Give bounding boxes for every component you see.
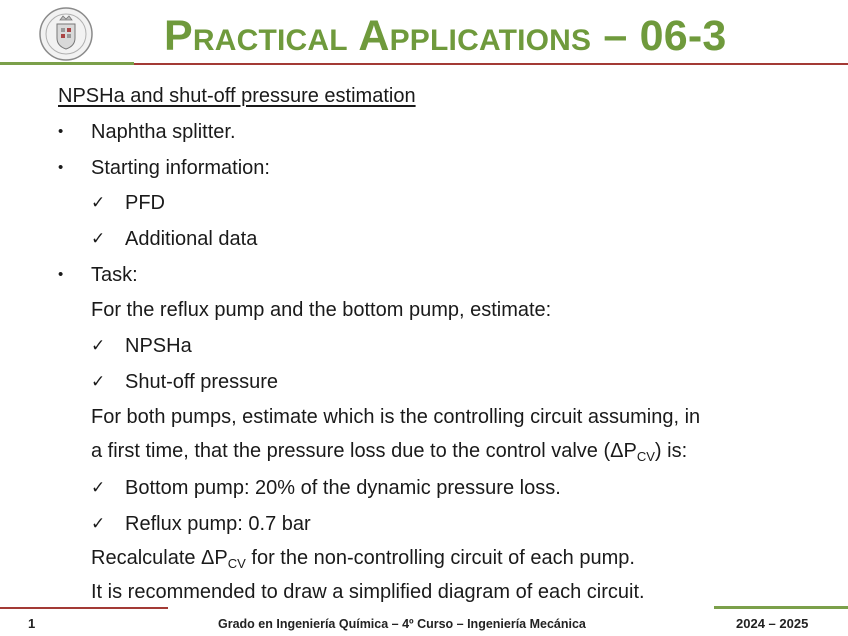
bullet-icon: •	[58, 266, 64, 283]
list-item: ✓ Reflux pump: 0.7 bar	[91, 513, 311, 535]
slide-title-suffix: – 06-3	[603, 12, 727, 60]
list-item: ✓ NPSHa	[91, 335, 192, 357]
paragraph: It is recommended to draw a simplified diagram of each circuit.	[91, 581, 645, 603]
checkmark-icon: ✓	[91, 193, 106, 213]
header-rule-green	[0, 62, 134, 65]
bullet-icon: •	[58, 123, 64, 140]
list-item: ✓ Additional data	[91, 228, 258, 250]
list-item: ✓ Shut-off pressure	[91, 371, 279, 393]
footer-year: 2024 – 2025	[736, 616, 809, 631]
checkmark-icon: ✓	[91, 229, 106, 249]
footer-course: Grado en Ingeniería Química – 4º Curso – Ingeniería Mecánica	[218, 617, 586, 631]
list-item: ✓ PFD	[91, 192, 165, 214]
list-item: • Task:	[58, 264, 138, 286]
list-item: • Starting information:	[58, 157, 270, 179]
checkmark-icon: ✓	[91, 336, 106, 356]
list-item: ✓ Bottom pump: 20% of the dynamic pressure loss.	[91, 477, 561, 499]
paragraph: Recalculate $\Delta P_{CV}$ for the non-controlling circuit of each pump.	[91, 547, 635, 571]
checkmark-icon: ✓	[91, 514, 106, 534]
paragraph: For both pumps, estimate which is the controlling circuit assuming, in	[91, 406, 701, 428]
slide-title	[164, 12, 727, 60]
checkmark-icon: ✓	[91, 372, 106, 392]
bullet-icon: •	[58, 159, 64, 176]
footer-rule-green	[714, 606, 848, 609]
list-item: • Naphtha splitter.	[58, 121, 236, 143]
page-number: 1	[28, 616, 36, 631]
checkmark-icon: ✓	[91, 478, 106, 498]
header-rule-red	[134, 63, 848, 65]
footer-rule-red	[0, 607, 168, 609]
paragraph: For the reflux pump and the bottom pump, estimate:	[91, 299, 552, 321]
section-heading: NPSHa and shut-off pressure estimation	[58, 85, 416, 107]
paragraph: a first time, that the pressure loss due to the control valve $(\Delta P_{CV})$ is:	[91, 440, 688, 464]
slide-title-prefix: Practical Applications	[164, 12, 592, 60]
university-seal-icon	[38, 6, 94, 62]
